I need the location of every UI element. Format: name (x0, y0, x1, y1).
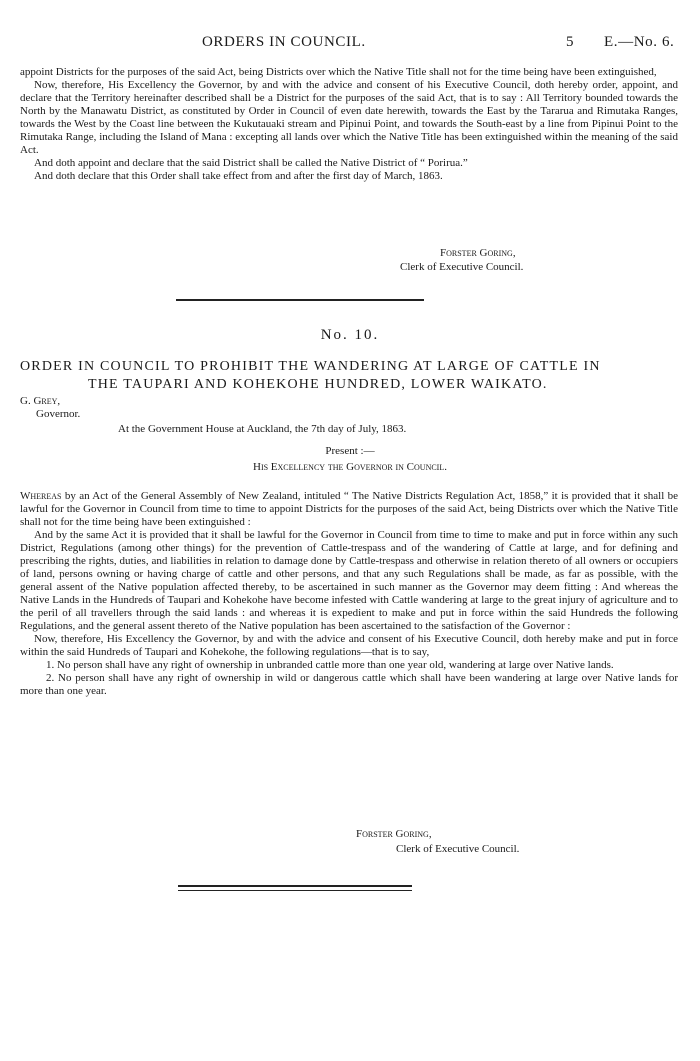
order-signature-name: Forster Goring, (356, 828, 432, 840)
present-who: His Excellency the Governor in Council. (253, 461, 447, 473)
governor-name: G. Grey, (20, 395, 61, 407)
top-para-1: appoint Districts for the purposes of the said Act, being Districts over which the Native Title shall not for the time being have been extinguished, (20, 66, 657, 78)
regulation-1: 1. No person shall have any right of ownership in unbranded cattle more than one year old, wandering at large over Native lands. (46, 659, 614, 671)
order-para-1 (20, 490, 678, 529)
regulation-2: 2. No person shall have any right of ownership in wild or dangerous cattle which shall have been wandering at large over Native lands for more than one year. (20, 672, 678, 697)
section-divider (176, 299, 424, 301)
governor-title: Governor. (36, 408, 81, 420)
order-number: No. 10. (320, 327, 380, 343)
document-reference: E.—No. 6. (604, 34, 675, 50)
top-para-2: Now, therefore, His Excellency the Governor, by and with the advice and consent of his Executive Council, doth hereby order, appoint, and declare that the Territory hereinafter described shall be a District for the purposes of the said Act, that is to say : All Territory bounded towards the North by the Manawatu District, as constituted by Order in Council of even date herewith, towards the East by the Tararua and Rimutaka Ranges, towards the West by the Coast line between the Kukutauaki stream and Pipinui Point, and towards the South-east by a line from Pipinui Point to the Rimutaka Range, including the Island of Mana : excepting all lands over which the Native Title has been extinguished within the meaning of the said Act. (20, 79, 678, 156)
top-signature-name: Forster Goring, (440, 247, 516, 259)
order-title-line-2: THE TAUPARI AND KOHEKOHE HUNDRED, LOWER WAIKATO. (88, 377, 548, 392)
order-body (20, 490, 678, 698)
top-para-3: And doth appoint and declare that the said District shall be called the Native District of “ Porirua.” (34, 157, 468, 169)
closing-rule-lower (178, 890, 412, 891)
order-title-line-1: ORDER IN COUNCIL TO PROHIBIT THE WANDERING AT LARGE OF CATTLE IN (20, 359, 601, 374)
order-para-3: Now, therefore, His Excellency the Governor, by and with the advice and consent of his Executive Council, doth hereby make and put in force within the said Hundreds of Taupari and Kohekohe, the following regulations—that is to say, (20, 633, 678, 658)
present-label: Present :— (325, 445, 375, 457)
running-header (0, 34, 700, 54)
order-para-2: And by the same Act it is provided that it shall be lawful for the Governor in Council from time to time to make and put in force within any such District, Regulations (among other things) for the prevention of Cattle-trespass and of the wandering of Cattle at large, and for defining and prescribing the rights, duties, and liabilities in relation to damage done by Cattle-trespass and otherwise in relation thereto of all owners or occupiers of land, persons owning or having charge of cattle and other persons, and that any such Regulations shall be made, as far as possible, with the general assent of the Native population affected thereby, to be ascertained in such manner as the Governor may deem fitting : And whereas the Native Lands in the Hundreds of Taupari and Kohekohe have become infested with Cattle wandering at large to the great injury of agriculture and to the peril of all travellers through the said lands : and whereas it is expedient to make and put in force within the said Hundreds the following Regulations, and the general assent thereto of the Native population has been ascertained to the satisfaction of the Governor : (20, 529, 678, 632)
order-signature-title: Clerk of Executive Council. (396, 843, 520, 855)
header-title: ORDERS IN COUNCIL. (202, 34, 366, 50)
order-para-1-text: by an Act of the General Assembly of New Zealand, intituled “ The Native Districts Regulation Act, 1858,” it is provided that it shall be lawful for the Governor in Council from time to time to appoint Districts for the purposes of the said Act, being Districts over which the Native Title shall not for the time being have been extinguished : (20, 490, 678, 528)
top-section-body (20, 66, 678, 183)
place-and-date: At the Government House at Auckland, the 7th day of July, 1863. (118, 423, 407, 435)
whereas-lead: Whereas (20, 490, 62, 502)
top-para-4: And doth declare that this Order shall take effect from and after the first day of March, 1863. (34, 170, 443, 182)
page-number: 5 (566, 34, 575, 50)
top-signature-title: Clerk of Executive Council. (400, 261, 524, 273)
closing-rule-upper (178, 885, 412, 887)
